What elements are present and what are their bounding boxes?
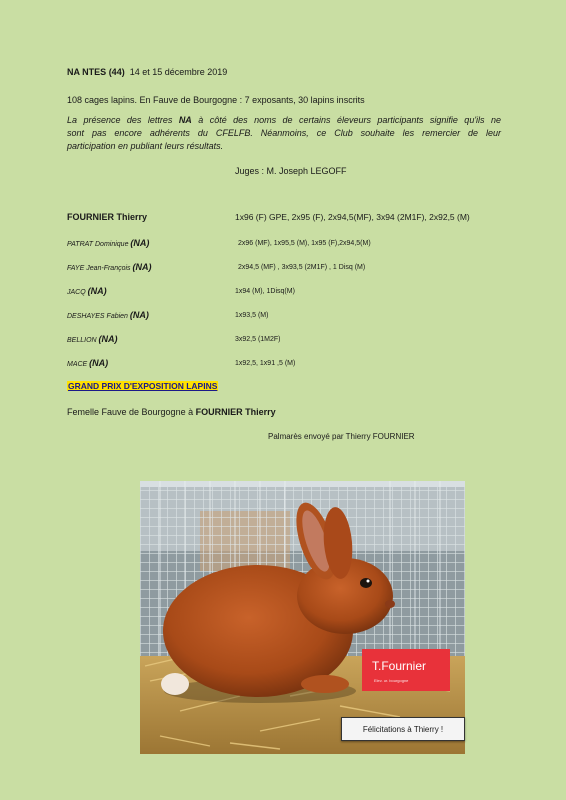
na-tag: (NA) — [130, 238, 150, 248]
na-tag: (NA) — [87, 286, 107, 296]
breeder-name-text: PATRAT Dominique — [67, 241, 131, 248]
breeder-name — [67, 358, 108, 368]
breeder-result: 2x96 (MF), 1x95,5 (M), 1x95 (F),2x94,5(M) — [238, 240, 371, 247]
note-line3: participation en publiant leurs résultats. — [67, 141, 224, 151]
breeder-name-text: BELLION — [67, 337, 99, 344]
na-tag: (NA) — [89, 358, 109, 368]
breeder-name — [67, 334, 118, 344]
grand-prix-text-pre: Femelle Fauve de Bourgogne à — [67, 407, 196, 417]
grand-prix-winner: FOURNIER Thierry — [195, 407, 276, 417]
breeder-name-text: FOURNIER Thierry — [67, 212, 148, 222]
breeder-result: 1x96 (F) GPE, 2x95 (F), 2x94,5(MF), 3x94 (2M1F), 2x92,5 (M) — [235, 212, 470, 222]
na-tag: (NA) — [132, 262, 152, 272]
breeder-name — [67, 262, 152, 272]
event-dept: (44) — [108, 67, 125, 77]
event-city: NA NTES — [67, 67, 107, 77]
na-tag: (NA) — [129, 310, 149, 320]
breeder-result: 3x92,5 (1M2F) — [235, 336, 281, 343]
breeder-name-text: MACE — [67, 361, 90, 368]
breeder-result: 2x94,5 (MF) , 3x93,5 (2M1F) , 1 Disq (M) — [238, 264, 366, 271]
grand-prix-text — [67, 407, 276, 417]
na-note — [67, 114, 501, 153]
breeder-name — [67, 212, 147, 222]
photo-caption: Félicitations à Thierry ! — [341, 717, 465, 741]
breeder-result: 1x92,5, 1x91 ,5 (M) — [235, 360, 296, 367]
breeder-tag-sign — [362, 649, 450, 691]
tag-name: T.Fournier — [372, 659, 427, 673]
event-dates: 14 et 15 décembre 2019 — [129, 67, 228, 77]
breeder-name — [67, 286, 107, 296]
judge: Juges : M. Joseph LEGOFF — [235, 166, 347, 176]
event-summary: 108 cages lapins. En Fauve de Bourgogne : 7 exposants, 30 lapins inscrits — [67, 95, 365, 105]
breeder-name — [67, 310, 149, 320]
note-na: NA — [178, 115, 192, 125]
breeder-result: 1x94 (M), 1Disq(M) — [235, 288, 295, 295]
note-line2: sont pas encore adhérents du CFELFB. Néanmoins, ce Club souhaite les remercier de leur — [67, 128, 501, 138]
credit: Palmarès envoyé par Thierry FOURNIER — [268, 432, 415, 441]
note-line1-pre: La présence des lettres — [67, 115, 179, 125]
grand-prix-title: GRAND PRIX D'EXPOSITION LAPINS — [68, 381, 218, 391]
breeder-name — [67, 238, 149, 248]
breeder-name-text: JACQ — [67, 289, 88, 296]
note-line1-post: à côté des noms de certains éleveurs participants signifie qu'ils ne — [191, 115, 501, 125]
event-header — [67, 67, 227, 77]
breeder-result: 1x93,5 (M) — [235, 312, 269, 319]
breeder-name-text: DESHAYES Fabien — [67, 313, 130, 320]
tag-sub: Elev. ur. bourgogne — [374, 678, 409, 683]
breeder-name-text: FAYE Jean-François — [67, 265, 133, 272]
rabbit-photo-illustration — [140, 481, 465, 754]
rabbit-photo — [140, 481, 465, 754]
na-tag: (NA) — [98, 334, 118, 344]
